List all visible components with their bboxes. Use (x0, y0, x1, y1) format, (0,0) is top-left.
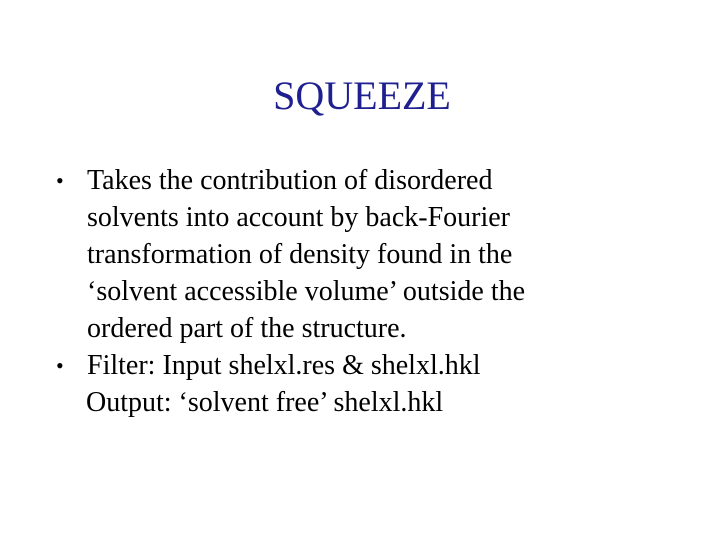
bullet-line: transformation of density found in the (87, 239, 513, 270)
bullet-line: Filter: Input shelxl.res & shelxl.hkl (87, 350, 481, 381)
filter-output-line: Output: ‘solvent free’ shelxl.hkl (86, 387, 444, 418)
bullet-line: solvents into account by back-Fourier (87, 202, 511, 233)
bullet-line: Takes the contribution of disordered (87, 165, 493, 196)
bullet-item-squeeze-description (56, 162, 676, 347)
bullet-icon: • (56, 353, 64, 378)
bullet-item-filter (56, 347, 676, 384)
slide-body (56, 162, 676, 421)
bullet-line: ‘solvent accessible volume’ outside the (87, 276, 526, 307)
bullet-icon: • (56, 168, 64, 193)
bullet-line: ordered part of the structure. (87, 313, 407, 344)
slide-title: SQUEEZE (273, 73, 451, 118)
